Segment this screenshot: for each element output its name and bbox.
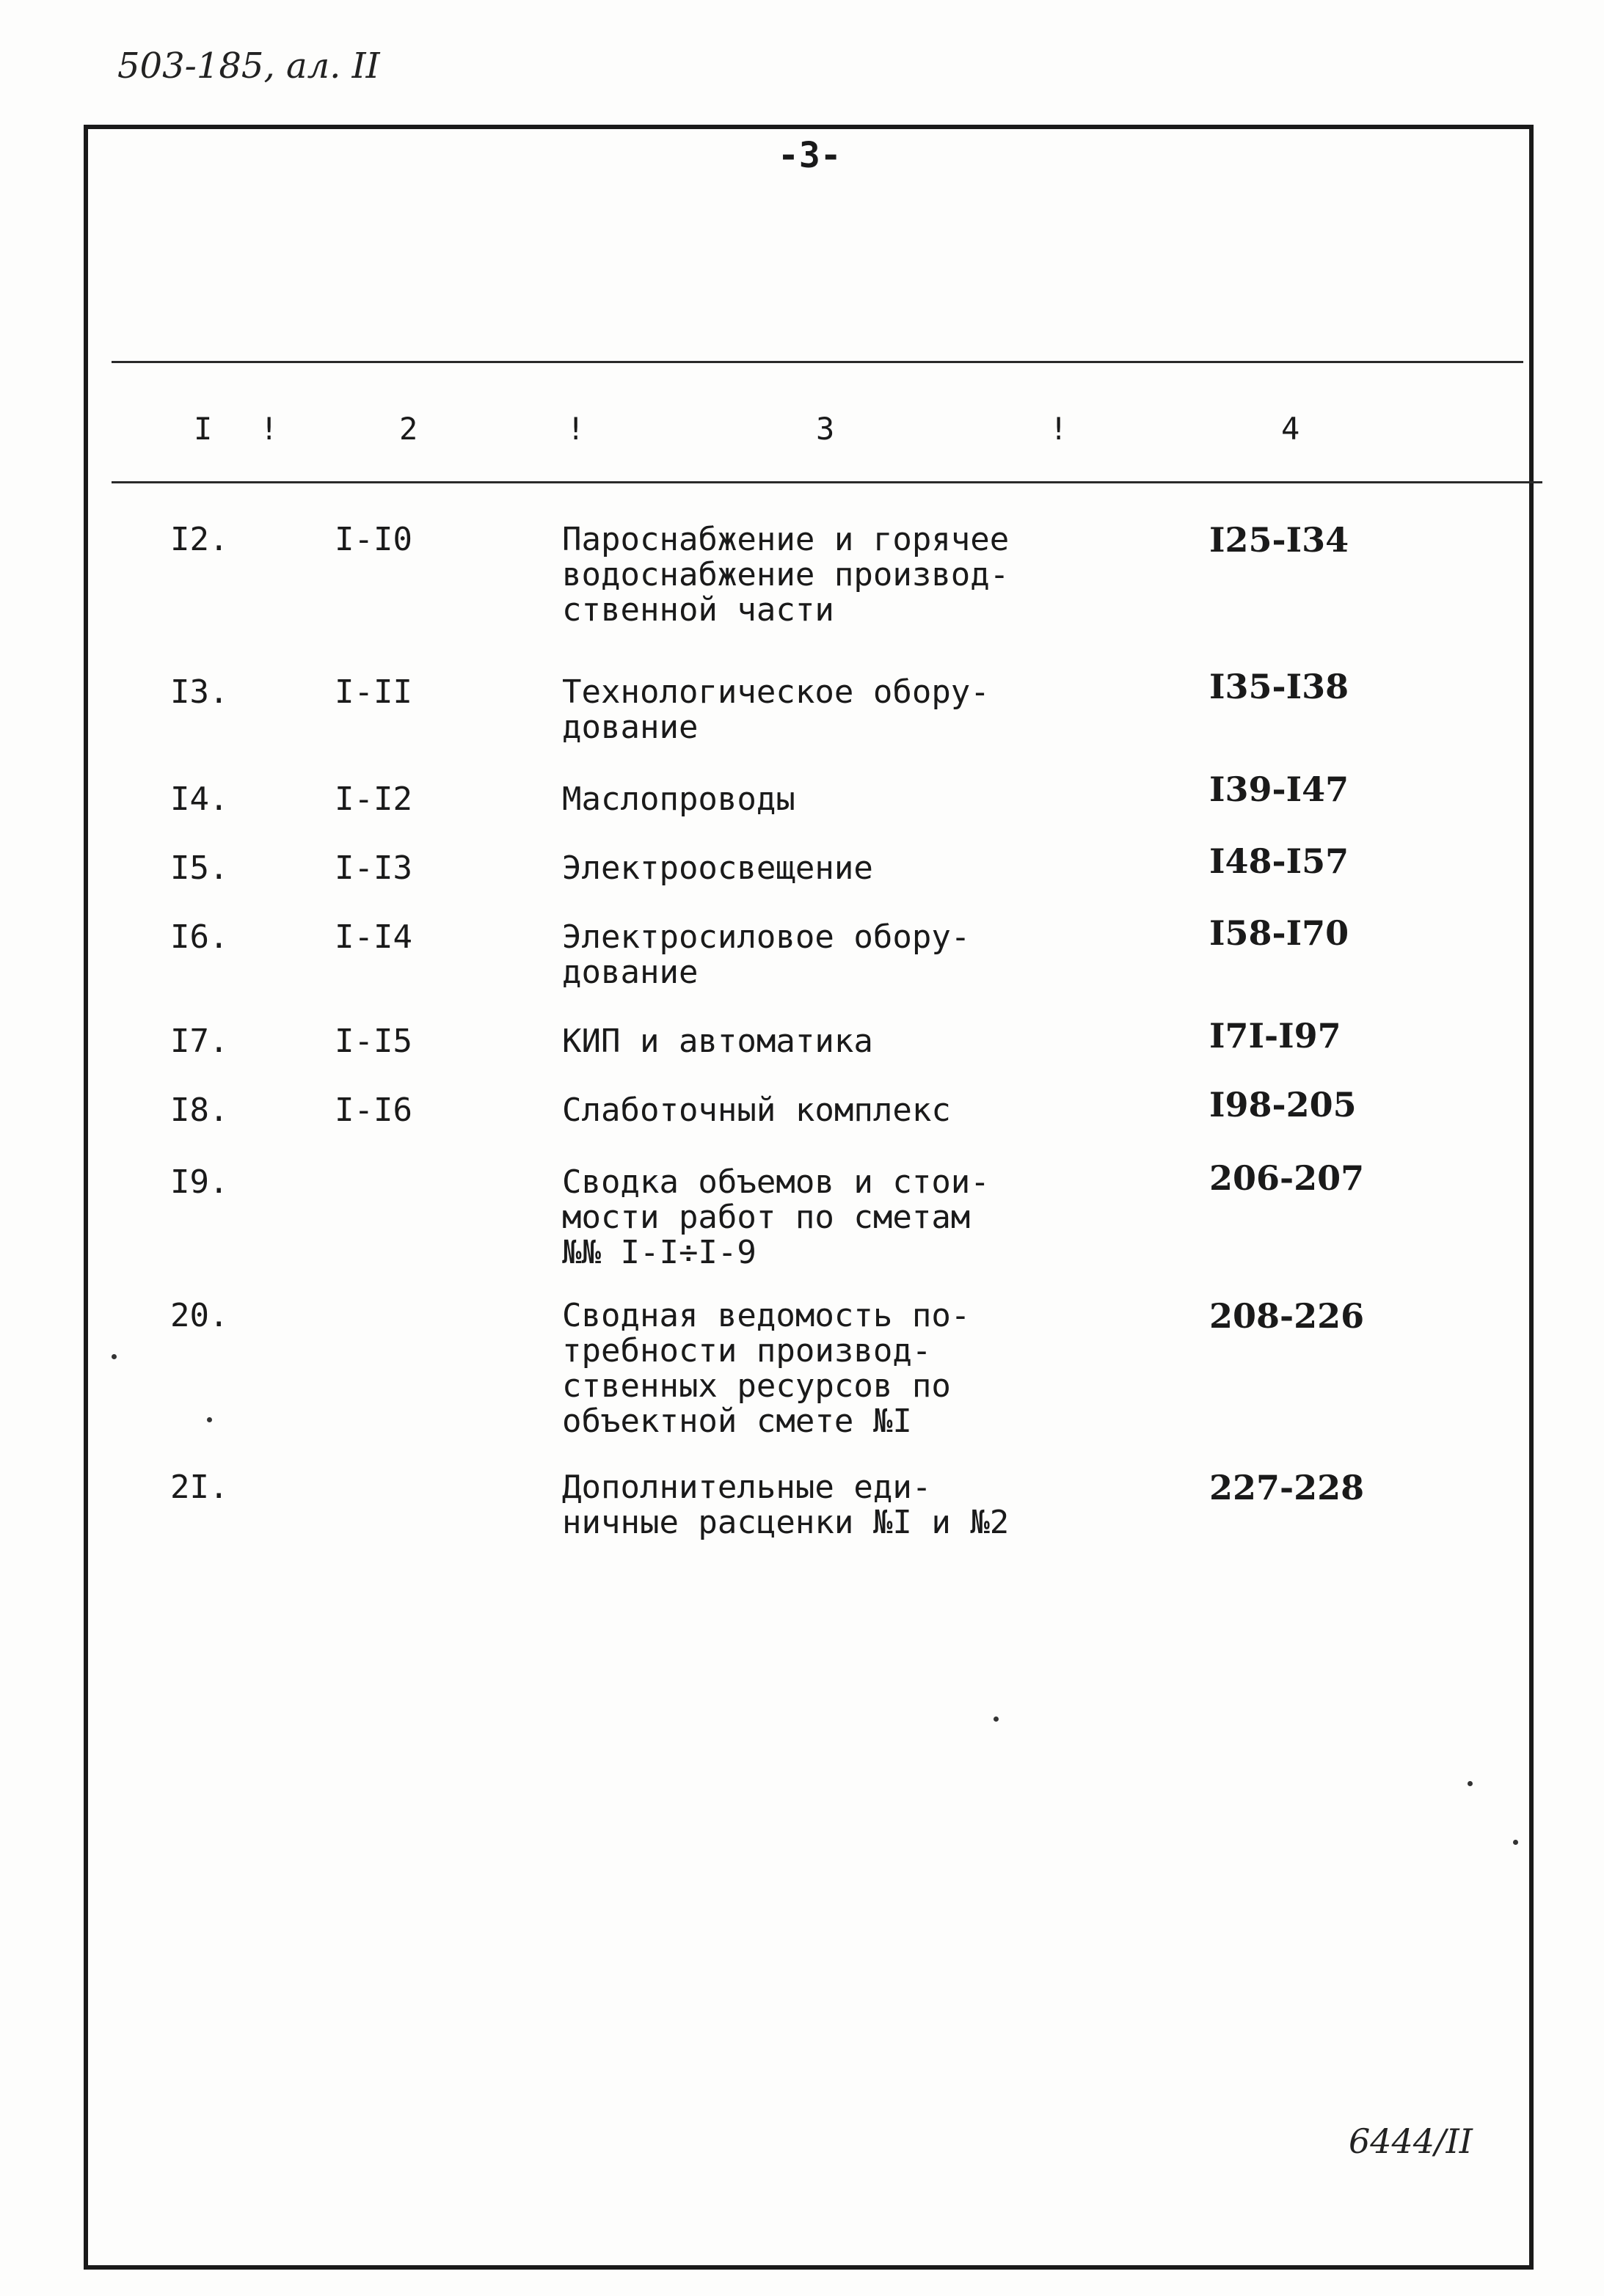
row-name-line: КИП и автоматика (562, 1023, 873, 1060)
row-name-line: дование (562, 709, 699, 746)
scan-speck (1468, 1781, 1473, 1786)
row-number: I5. (170, 849, 229, 887)
row-number: I8. (170, 1092, 229, 1129)
row-pages: I25-I34 (1209, 520, 1349, 560)
row-name-line: Технологическое обору- (562, 673, 990, 711)
archive-sheet-note: 6444/II (1349, 2121, 1473, 2161)
row-number: I9. (170, 1163, 229, 1201)
row-name-line: Электроосвещение (562, 849, 873, 887)
scan-speck (994, 1716, 999, 1722)
row-code: I-I3 (335, 849, 412, 887)
row-name-line: ственной части (562, 591, 834, 629)
scan-speck (1513, 1840, 1518, 1845)
header-separator: ! (566, 411, 586, 447)
row-name-line: Сводная ведомость по- (562, 1297, 971, 1334)
row-name-line: Сводка объемов и стои- (562, 1163, 990, 1201)
row-name-line: мости работ по сметам (562, 1199, 971, 1236)
row-code: I-II (335, 673, 412, 711)
row-code: I-I0 (335, 521, 412, 558)
row-code: I-I4 (335, 918, 412, 956)
row-pages: I7I-I97 (1209, 1016, 1341, 1056)
table-top-rule (112, 361, 1523, 363)
row-code: I-I2 (335, 780, 412, 818)
header-col-2: 2 (399, 411, 418, 447)
row-name-line: Дополнительные еди- (562, 1469, 932, 1506)
archive-reference-note: 503-185, ал. II (117, 45, 380, 87)
row-number: 2I. (170, 1469, 229, 1506)
page-number: -3- (778, 135, 842, 176)
row-pages: I48-I57 (1209, 841, 1349, 881)
row-pages: I98-205 (1209, 1085, 1357, 1125)
row-name-line: дование (562, 954, 699, 991)
row-number: I7. (170, 1023, 229, 1060)
row-number: I3. (170, 673, 229, 711)
row-number: I4. (170, 780, 229, 818)
header-separator: ! (1049, 411, 1068, 447)
row-name-line: ничные расценки №I и №2 (562, 1504, 1010, 1541)
row-name-line: ственных ресурсов по (562, 1367, 951, 1405)
row-name-line: Пароснабжение и горячее (562, 521, 1010, 558)
row-code: I-I5 (335, 1023, 412, 1060)
row-pages: 206-207 (1209, 1158, 1365, 1198)
header-separator: ! (260, 411, 279, 447)
header-col-4: 4 (1281, 411, 1300, 447)
header-col-3: 3 (816, 411, 835, 447)
row-number: I6. (170, 918, 229, 956)
table-header-rule (112, 481, 1542, 483)
row-number: I2. (170, 521, 229, 558)
row-name-line: Слаботочный комплекс (562, 1092, 951, 1129)
row-pages: I35-I38 (1209, 667, 1349, 706)
row-pages: 227-228 (1209, 1468, 1365, 1507)
row-name-line: объектной смете №I (562, 1403, 912, 1440)
scan-speck (112, 1354, 117, 1359)
row-number: 20. (170, 1297, 229, 1334)
row-pages: I39-I47 (1209, 769, 1349, 809)
row-name-line: Электросиловое обору- (562, 918, 971, 956)
row-name-line: требности производ- (562, 1332, 932, 1370)
row-pages: 208-226 (1209, 1296, 1365, 1336)
row-name-line: Маслопроводы (562, 780, 795, 818)
scan-speck (207, 1417, 212, 1422)
header-col-1: I (194, 411, 213, 447)
row-name-line: водоснабжение производ- (562, 556, 1010, 593)
row-pages: I58-I70 (1209, 913, 1349, 953)
row-code: I-I6 (335, 1092, 412, 1129)
row-name-line: №№ I-I÷I-9 (562, 1234, 757, 1271)
